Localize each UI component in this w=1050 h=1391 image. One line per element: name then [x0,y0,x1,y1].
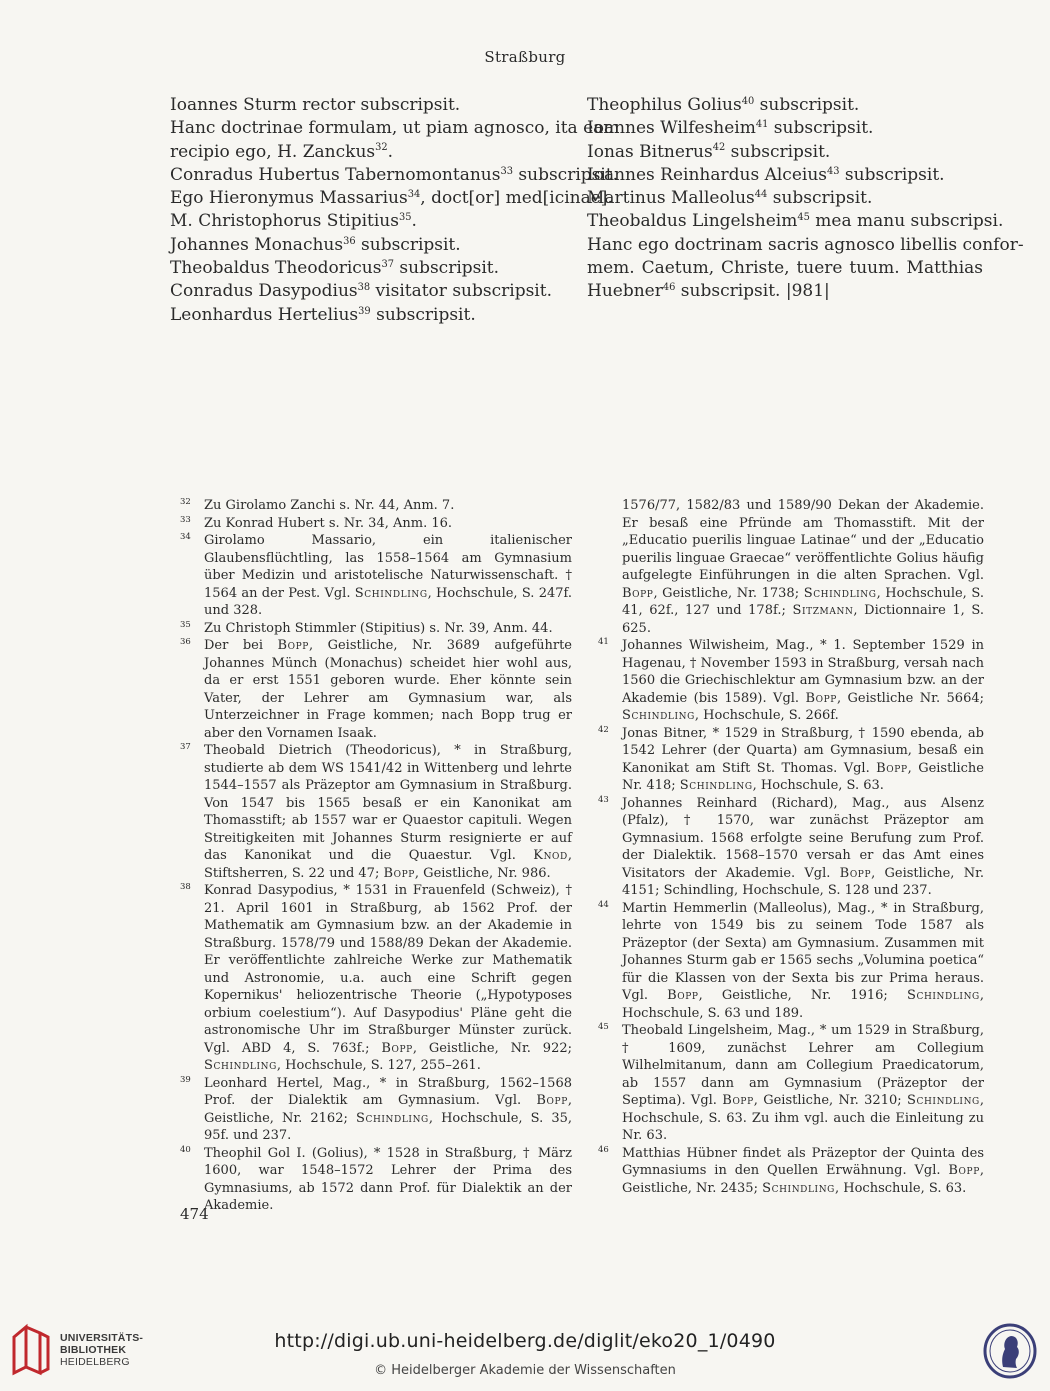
text-run: subscripsit. [839,164,945,185]
text-run: Hanc ego doctrinam sacris agnosco libellis confor- [587,234,1024,255]
text-run: Ioannes Wilfesheim [587,118,756,139]
text-run: Leonhard Hertel, Mag., * in Straßburg, 1562–1568 Prof. der Dialektik am Gymnasium. Vgl. [204,1075,572,1108]
footnote-ref: 37 [381,258,394,270]
text-run: mea manu subscripsi. [809,211,1004,232]
text-run: Zu Konrad Hubert s. Nr. 34, Anm. 16. [204,515,453,531]
footnote-ref: 40 [741,95,755,107]
footer-copyright: © Heidelberger Akademie der Wissenschaften [374,1363,676,1378]
text-run: visitator subscripsit. [370,281,552,302]
author-name: Schindling [762,1180,835,1196]
text-run: Zu Christoph Stimmler (Stipitius) s. Nr. 39, Anm. 44. [204,620,553,636]
footnote [598,497,984,637]
footnote [598,795,984,900]
author-name: Schindling [204,1058,277,1073]
text-run: , Geistliche, Nr. 1738; [653,585,804,601]
text-run: subscripsit. [513,164,619,185]
footnote-number: 40 [180,1144,191,1155]
main-text-left [170,94,620,327]
footnote [180,620,572,638]
text-run: , Geistliche Nr. 418; [622,760,984,793]
text-run: , Stiftsherren, S. 22 und 47; [204,848,572,881]
text-run: subscripsit. [754,95,860,115]
text-run: , Geistliche, Nr. 2435; [622,1163,984,1196]
text-run: subscripsit. [768,118,874,139]
text-run: Theobald Dietrich (Theodoricus), * in Straßburg, studierte ab dem WS 1541/42 in Wittenberg und lehrte 1544–1557 als Präzeptor am Gymnasium in Straßburg. Von 1547 bis 1565 besaß er ein Kanonikat am Thomasstift; ab 1557 war er Quaestor capituli. Wegen Streitigkeiten mit Johannes Sturm resignierte er auf das Kanonikat und die Quaestur. Vgl. [204,743,572,863]
footnote-ref: 44 [754,189,768,201]
text-run: , Hochschule, S. 127, 255–261. [276,1058,481,1073]
footnote [598,637,984,725]
footnote-ref: 41 [755,119,769,131]
footnote-number: 35 [180,619,191,630]
author-name: Bopp [277,638,309,653]
text-run: M. Christophorus Stipitius [170,211,399,232]
footnote-ref: 35 [398,212,412,224]
text-run: Martin Hemmerlin (Malleolus), Mag., * in Straßburg, lehrte von 1549 bis zu seinem Tode 1587 als Präzeptor (der Sexta) am Gymnasium. Zusammen mit Johannes Sturm gab er 1565 sechs „Volumina poetica“ für die Klassen von der Sexta bis zur Prima heraus. Vgl. [622,900,984,1003]
logo-line-1: UNIVERSITÄTS- [60,1332,144,1344]
text-line [170,141,570,164]
text-run: , Geistliche, Nr. 3689 aufgeführte Johannes Münch (Monachus) scheidet hier wohl aus, da er erst 1551 geboren wurde. Eher könnte sein Vater, der Lehrer am Gymnasium war, als Unterzeichner in Frage kommen; nach Bopp trug er aber den Vornamen Isaak. [204,638,572,741]
text-run: , Geistliche, Nr. 1916; [698,988,907,1003]
text-line [587,94,983,117]
author-name: Schindling [354,585,428,601]
footnote [180,532,572,620]
text-run: , Hochschule, S. 63. [752,778,884,793]
footnote-ref: 32 [375,142,388,154]
text-run: subscripsit. [370,304,476,325]
text-run: Theobaldus Theodoricus [170,258,382,279]
text-line [587,210,1004,233]
text-run: , Geistliche Nr. 5664; [836,690,984,706]
footnote-number: 43 [598,794,609,805]
text-run: Conradus Dasypodius [170,281,358,302]
author-name: Schindling [622,708,695,723]
text-line [587,164,983,187]
text-run: Huebner [587,281,663,302]
text-line [587,257,983,280]
footnote-ref: 39 [358,305,371,317]
text-run: , Hochschule, S. 266f. [694,708,839,723]
text-run: subscripsit. [355,234,461,255]
footnote-number: 33 [180,514,191,525]
text-run: Theobald Lingelsheim, Mag., * um 1529 in Straßburg, † 1609, zunächst Lehrer am Collegium Wilhelmitanum, dann am Collegium Praedicatorum, ab 1557 dann am Gymnasium (Präzeptor der Septima). Vgl. [622,1023,984,1108]
text-run: Girolamo Massario, ein italienischer Glaubensflüchtling, las 1558–1564 am Gymnasium über Medizin und aristotelische Naturwissenschaft. † 1564 an der Pest. Vgl. [204,533,572,601]
logo-line-3: HEIDELBERG [60,1356,130,1368]
footnote-number: 37 [180,742,191,752]
text-run: Jonas Bitner, * 1529 in Straßburg, † 1590 ebenda, ab 1542 Lehrer (der Quarta) am Gymnasium, besaß ein Kanonikat am Stift St. Thomas. Vgl. [622,725,984,776]
author-name: Bopp [948,1163,980,1178]
author-name: Bopp [805,690,837,706]
text-run: , Geistliche, Nr. 3210; [753,1093,907,1108]
footnote [598,725,984,795]
text-run: , Hochschule, S. 63 und 189. [622,988,984,1021]
footnote-ref: 45 [797,212,810,224]
footnotes-right [598,497,984,1197]
footnote-number: 38 [180,882,191,892]
text-run: . [387,141,394,162]
author-name: Bopp [381,1040,413,1056]
author-name: Bopp [622,585,654,601]
author-name: Schindling [355,1110,429,1126]
text-line [170,304,570,327]
footer-url-link[interactable]: http://digi.ub.uni-heidelberg.de/diglit/eko20_1/0490 [274,1330,776,1352]
text-run: mem. Caetum, Christe, tuere tuum. Matthias [587,258,983,279]
text-run: , Geistliche, Nr. 4151; Schindling, Hochschule, S. 128 und 237. [622,865,984,898]
author-name: Bopp [876,760,908,776]
text-line [170,164,619,187]
text-run: subscripsit. [767,188,873,209]
text-line [587,141,983,164]
author-name: Bopp [722,1093,754,1108]
logo-line-2: BIBLIOTHEK [60,1344,127,1356]
footnote-number: 42 [598,724,609,735]
text-run: Matthias Hübner findet als Präzeptor der Quinta des Gymnasiums in den Quellen Erwähnung. Vgl. [622,1145,984,1178]
footnote-ref: 36 [343,235,356,247]
footnote-number: 45 [598,1022,609,1032]
text-run: , Hochschule, S. 63. [834,1180,967,1196]
author-name: Schindling [803,585,877,601]
text-run: subscripsit. |981| [675,281,830,302]
page-number: 474 [180,1205,209,1223]
text-run: Ioannes Sturm rector subscripsit. [170,95,461,115]
text-run: Der bei [204,638,278,653]
footnote [180,742,572,882]
text-line [170,280,570,303]
text-run: Johannes Wilwisheim, Mag., * 1. September 1529 in Hagenau, † November 1593 in Straßburg, versah nach 1560 die Griechischlektur am Gymnasium bzw. an der Akademie (bis 1589). Vgl. [622,638,984,706]
footnote-number: 46 [598,1144,609,1155]
author-name: Bopp [839,865,872,881]
footnote [598,1145,984,1198]
text-run: , Hochschule, S. 247f. und 328. [204,585,572,618]
text-run: Hanc doctrinae formulam, ut piam agnosco, ita eam [170,118,620,139]
text-line [170,187,613,210]
text-run: Leonhardus Hertelius [170,304,359,325]
footnote-ref: 42 [712,142,726,154]
text-run: Konrad Dasypodius, * 1531 in Frauenfeld (Schweiz), † 21. April 1601 in Straßburg, ab 1562 Prof. der Mathematik am Gymnasium bzw. an der Akademie in Straßburg. 1578/79 und 1588/89 Dekan der Akademie. Er veröffentlichte zahlreiche Werke zur Mathematik und Astronomie, u.a. auch eine Schrift gegen Kopernikus' heliozentrische Theorie („Hypotyposes orbium coelestium“). Auf Dasypodius' Pläne geht die astronomische Uhr im Straßburger Münster zurück. Vgl. ABD 4, S. 763f.; [204,883,572,1056]
text-run: subscripsit. [725,141,831,162]
text-line [170,210,570,233]
author-name: Sitzmann [792,603,854,618]
text-run: Theophil Gol I. (Golius), * 1528 in Straßburg, † März 1600, war 1548–1572 Lehrer der Prima des Gymnasiums, ab 1572 dann Prof. für Dialektik an der Akademie. [204,1145,572,1213]
text-run: , Hochschule, S. 63. Zu ihm vgl. auch die Einleitung zu Nr. 63. [622,1093,984,1143]
text-run: , doct[or] med[icinae]. [420,188,613,209]
footnote-ref: 43 [827,165,840,177]
text-run: Johannes Reinhard (Richard), Mag., aus Alsenz (Pfalz), † 1570, war zunächst Präzeptor am Gymnasium. 1568 erfolgte seine Berufung zum Prof. der Dialektik. 1568–1570 versah er das Amt eines Visitators der Akademie. Vgl. [622,795,984,881]
author-name: Schindling [906,1093,980,1108]
text-run: Martinus Malleolus [587,188,755,209]
text-run: Theobaldus Lingelsheim [587,211,798,232]
footnote-ref: 34 [407,189,421,201]
text-run: , Geistliche, Nr. 922; [412,1040,572,1056]
text-line [587,117,983,140]
text-run: Theophilus Golius [587,95,742,115]
text-line [170,234,570,257]
footnote [180,637,572,742]
text-run: Ego Hieronymus Massarius [170,188,408,209]
text-run: Zu Girolamo Zanchi s. Nr. 44, Anm. 7. [204,498,455,513]
text-run: , Geistliche, Nr. 986. [414,865,551,881]
text-run: Ioannes Reinhardus Alceius [587,164,827,185]
footnote-number: 41 [598,637,609,647]
text-run: , Dictionnaire 1, S. 625. [622,603,984,636]
running-head: Straßburg [484,48,566,66]
text-line [587,280,983,303]
footnote-number: 36 [180,637,191,647]
footnote-ref: 33 [500,165,513,177]
footnote [180,882,572,1075]
text-run: , Hochschule, S. 35, 95f. und 237. [204,1110,572,1143]
author-name: Schindling [679,778,753,793]
text-run: Conradus Hubertus Tabernomontanus [170,164,501,185]
text-line [170,94,570,117]
text-line [170,117,620,140]
footnote-number: 34 [180,532,191,542]
academy-seal-icon[interactable] [983,1323,1037,1379]
text-run: , Hochschule, S. 41, 62f., 127 und 178f.; [622,585,984,618]
text-line [170,257,570,280]
footnote-ref: 46 [662,282,676,294]
text-line [587,187,983,210]
author-name: Bopp [667,988,699,1003]
text-run: recipio ego, H. Zanckus [170,141,376,162]
text-run: . [411,211,417,232]
author-name: Bopp [536,1093,568,1108]
main-text-right [587,94,1024,304]
footnote [598,900,984,1023]
footnote [180,515,572,533]
footnote [598,1022,984,1145]
text-run: subscripsit. [394,258,500,279]
author-name: Schindling [906,988,980,1003]
footer-bar [0,1318,1050,1391]
footnote-ref: 38 [357,282,371,294]
text-run: Ionas Bitnerus [587,141,713,162]
author-name: Bopp [383,865,415,881]
text-run: , Geistliche, Nr. 2162; [204,1093,572,1126]
footnote-number: 39 [180,1074,191,1085]
author-name: Knod [533,848,568,863]
footnotes-left [180,497,572,1215]
footnote [180,497,572,515]
footnote-number: 32 [180,497,191,507]
footnote [180,1075,572,1145]
text-line [587,234,1024,257]
footnote [180,1145,572,1215]
footnote-number: 44 [598,899,609,910]
text-run: Johannes Monachus [170,234,344,255]
text-run: 1576/77, 1582/83 und 1589/90 Dekan der Akademie. Er besaß eine Pfründe am Thomasstift. Mit der „Educatio puerilis linguae Latinae“ und der „Educatio puerilis linguae Graecae“ veröffentlichte Golius häufig aufgelegte Einführungen in die alten Sprachen. Vgl. [622,498,984,583]
